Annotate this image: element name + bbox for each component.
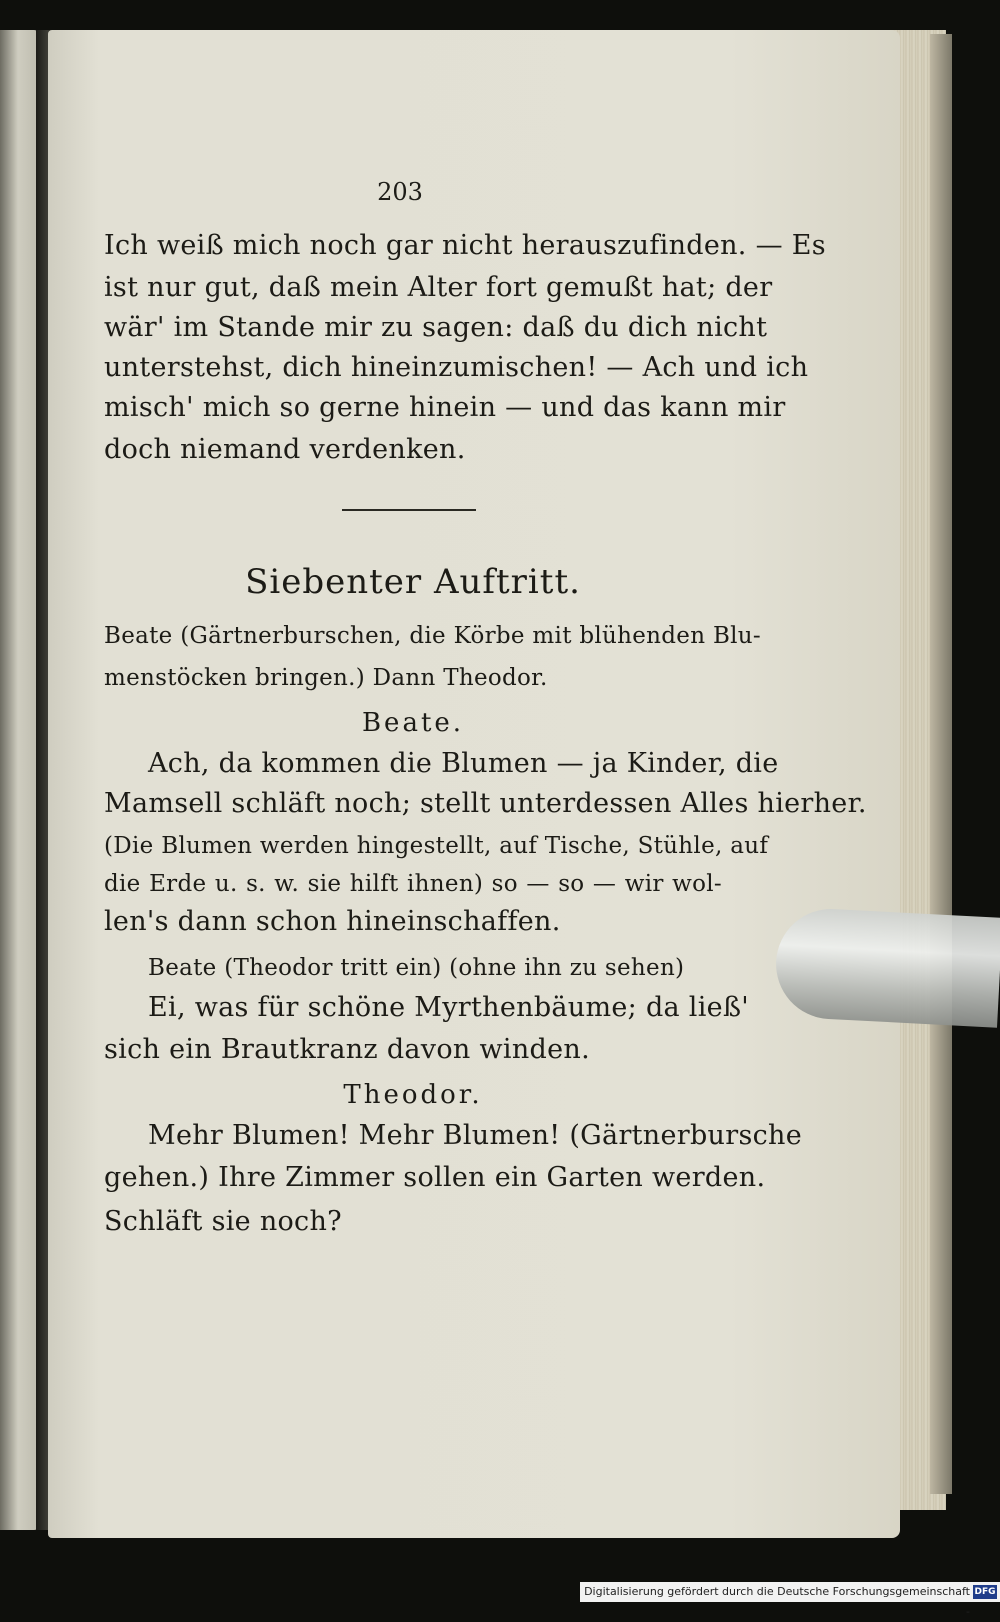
speech-line: (Die Blumen werden hingestellt, auf Tische, Stühle, auf [104, 833, 769, 859]
text-line: wär' im Stande mir zu sagen: daß du dich nicht [104, 312, 768, 343]
section-divider [342, 509, 476, 511]
text-line: misch' mich so gerne hinein — und das kann mir [104, 392, 786, 423]
text-line: unterstehst, dich hineinzumischen! — Ach und ich [104, 352, 809, 383]
dfg-logo: DFG [974, 1587, 996, 1597]
speech-line: Mamsell schläft noch; stellt unterdessen Alles hierher. [104, 788, 867, 819]
speech-line: die Erde u. s. w. sie hilft ihnen) so — so — wir wol- [104, 871, 722, 897]
speech-line: Ei, was für schöne Myrthenbäume; da ließ' [148, 992, 750, 1023]
book-cover-edge [930, 34, 952, 1494]
previous-page-edge [0, 30, 40, 1530]
stage-direction-line: menstöcken bringen.) Dann Theodor. [104, 665, 548, 691]
text-line: doch niemand verdenken. [104, 434, 466, 465]
speaker-name: Beate. [361, 708, 465, 738]
scene-heading: Siebenter Auftritt. [245, 562, 581, 602]
speech-line: gehen.) Ihre Zimmer sollen ein Garten werden. [104, 1162, 766, 1193]
speech-line: len's dann schon hineinschaffen. [104, 906, 561, 937]
text-line: ist nur gut, daß mein Alter fort gemußt hat; der [104, 272, 773, 303]
speech-line: Mehr Blumen! Mehr Blumen! (Gärtnerbursche [148, 1120, 802, 1151]
page-holder-clip [773, 906, 1000, 1028]
text-line: Ich weiß mich noch gar nicht herauszufinden. — Es [104, 230, 826, 261]
speaker-line: Beate (Theodor tritt ein) (ohne ihn zu sehen) [148, 955, 685, 981]
stage-direction-line: Beate (Gärtnerburschen, die Körbe mit blühenden Blu- [104, 623, 761, 649]
speech-line: Schläft sie noch? [104, 1206, 342, 1237]
speech-line: Ach, da kommen die Blumen — ja Kinder, die [148, 748, 779, 779]
speech-line: sich ein Brautkranz davon winden. [104, 1034, 590, 1065]
digitization-footer: Digitalisierung gefördert durch die Deutsche Forschungsgemeinschaft - [580, 1582, 1000, 1602]
page-number: 203 [377, 178, 423, 206]
speaker-name: Theodor. [343, 1080, 483, 1110]
